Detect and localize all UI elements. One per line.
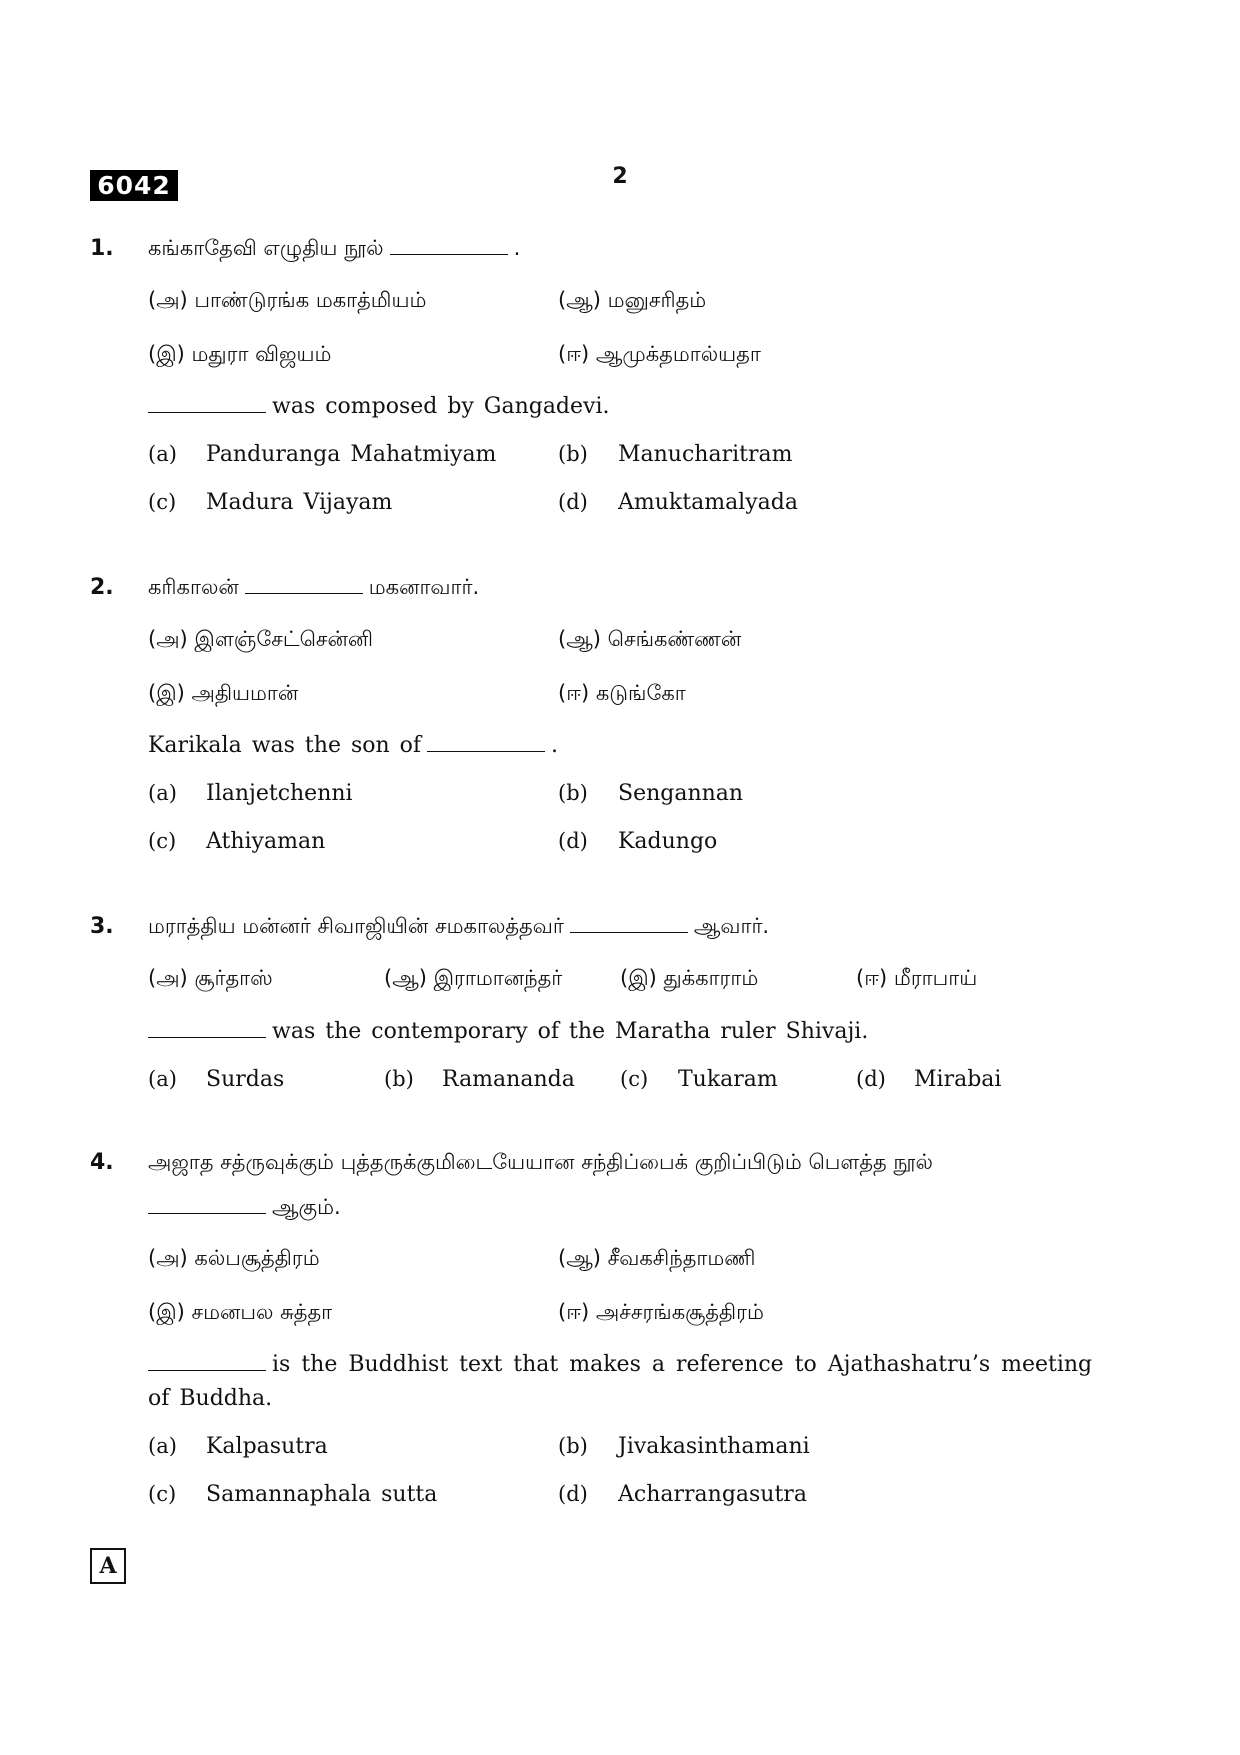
question-tamil-text: [148, 914, 769, 941]
option-c-text: Tukaram: [678, 1067, 778, 1092]
answer-blank: [245, 591, 363, 594]
option-a-label: (a): [148, 1067, 177, 1091]
option-d-label: (d): [558, 1482, 588, 1506]
question-english-text-line2: of Buddha.: [148, 1386, 273, 1411]
question-tamil-text-line2: [148, 1195, 341, 1222]
tamil-option-a: (அ) பாண்டுரங்க மகாத்மியம்: [148, 288, 427, 312]
option-d-label: (d): [856, 1067, 886, 1091]
option-b-text: Manucharitram: [618, 442, 793, 467]
english-text-after: was composed by Gangadevi.: [272, 394, 610, 419]
option-b-text: Ramananda: [442, 1067, 575, 1092]
option-c-text: Madura Vijayam: [206, 490, 393, 515]
tamil-text-before: மராத்திய மன்னர் சிவாஜியின் சமகாலத்தவர்: [148, 914, 564, 938]
paper-code-badge: 6042: [90, 170, 178, 201]
option-d-text: Kadungo: [618, 829, 718, 854]
tamil-option-c: (இ) துக்காராம்: [620, 966, 759, 990]
option-d-text: Acharrangasutra: [618, 1482, 807, 1507]
tamil-option-d: (ஈ) மீராபாய்: [856, 966, 978, 990]
tamil-text-before: கரிகாலன்: [148, 575, 239, 599]
tamil-option-c: (இ) அதியமான்: [148, 681, 299, 705]
option-a-label: (a): [148, 781, 177, 805]
question-number: 1.: [90, 236, 114, 261]
tamil-option-b: (ஆ) செங்கண்ணன்: [558, 627, 742, 651]
option-b-label: (b): [558, 442, 588, 466]
answer-blank: [390, 252, 508, 255]
option-b-label: (b): [384, 1067, 414, 1091]
option-c-text: Samannaphala sutta: [206, 1482, 438, 1507]
option-c-text: Athiyaman: [206, 829, 326, 854]
english-text-after: was the contemporary of the Maratha ruler Shivaji.: [272, 1019, 869, 1044]
answer-blank: [570, 930, 688, 933]
tamil-text-after: .: [513, 236, 521, 260]
tamil-option-d: (ஈ) ஆமுக்தமால்யதா: [558, 342, 761, 366]
answer-blank: [427, 749, 545, 752]
tamil-option-a: (அ) கல்பசூத்திரம்: [148, 1246, 320, 1270]
answer-blank: [148, 410, 266, 413]
question-number: 3.: [90, 914, 114, 939]
tamil-option-b: (ஆ) மனுசரிதம்: [558, 288, 707, 312]
option-a-text: Surdas: [206, 1067, 285, 1092]
tamil-option-b: (ஆ) இராமானந்தர்: [384, 966, 563, 990]
tamil-option-c: (இ) மதுரா விஜயம்: [148, 342, 332, 366]
question-english-text: [148, 394, 610, 419]
question-tamil-text: [148, 575, 479, 602]
option-a-label: (a): [148, 1434, 177, 1458]
option-b-text: Jivakasinthamani: [618, 1434, 810, 1459]
option-d-text: Mirabai: [914, 1067, 1002, 1092]
option-c-label: (c): [148, 1482, 177, 1506]
option-b-label: (b): [558, 1434, 588, 1458]
question-english-text: [148, 1019, 868, 1044]
option-a-label: (a): [148, 442, 177, 466]
question-number: 2.: [90, 575, 114, 600]
english-text-before: Karikala was the son of: [148, 733, 422, 758]
tamil-option-b: (ஆ) சீவகசிந்தாமணி: [558, 1246, 756, 1270]
question-tamil-text-line1: அஜாத சத்ருவுக்கும் புத்தருக்குமிடையேயான சந்திப்பைக் குறிப்பிடும் பௌத்த நூல்: [148, 1150, 933, 1174]
tamil-option-d: (ஈ) அச்சரங்கசூத்திரம்: [558, 1300, 764, 1324]
tamil-option-c: (இ) சமனபல சுத்தா: [148, 1300, 333, 1324]
option-b-label: (b): [558, 781, 588, 805]
tamil-option-a: (அ) இளஞ்சேட்சென்னி: [148, 627, 374, 651]
option-a-text: Ilanjetchenni: [206, 781, 353, 806]
option-a-text: Panduranga Mahatmiyam: [206, 442, 497, 467]
answer-blank: [148, 1211, 266, 1214]
english-text-after: .: [551, 733, 559, 758]
tamil-text-after: ஆவார்.: [693, 914, 770, 938]
option-c-label: (c): [620, 1067, 649, 1091]
option-c-label: (c): [148, 829, 177, 853]
page-number: 2: [612, 164, 628, 189]
english-text-after: is the Buddhist text that makes a reference to Ajathashatru’s meeting: [272, 1352, 1093, 1377]
option-d-label: (d): [558, 490, 588, 514]
option-b-text: Sengannan: [618, 781, 744, 806]
tamil-option-d: (ஈ) கடுங்கோ: [558, 681, 686, 705]
tamil-text-after: மகனாவார்.: [368, 575, 480, 599]
question-english-text-line1: [148, 1352, 1092, 1377]
option-a-text: Kalpasutra: [206, 1434, 328, 1459]
option-d-label: (d): [558, 829, 588, 853]
tamil-option-a: (அ) சூர்தாஸ்: [148, 966, 273, 990]
tamil-text-before: கங்காதேவி எழுதிய நூல்: [148, 236, 384, 260]
question-tamil-text: [148, 236, 520, 263]
option-c-label: (c): [148, 490, 177, 514]
question-english-text: [148, 733, 558, 758]
question-number: 4.: [90, 1150, 114, 1175]
answer-blank: [148, 1368, 266, 1371]
answer-blank: [148, 1035, 266, 1038]
option-d-text: Amuktamalyada: [618, 490, 798, 515]
tamil-text-after: ஆகும்.: [272, 1195, 341, 1219]
version-letter-box: A: [90, 1548, 126, 1584]
